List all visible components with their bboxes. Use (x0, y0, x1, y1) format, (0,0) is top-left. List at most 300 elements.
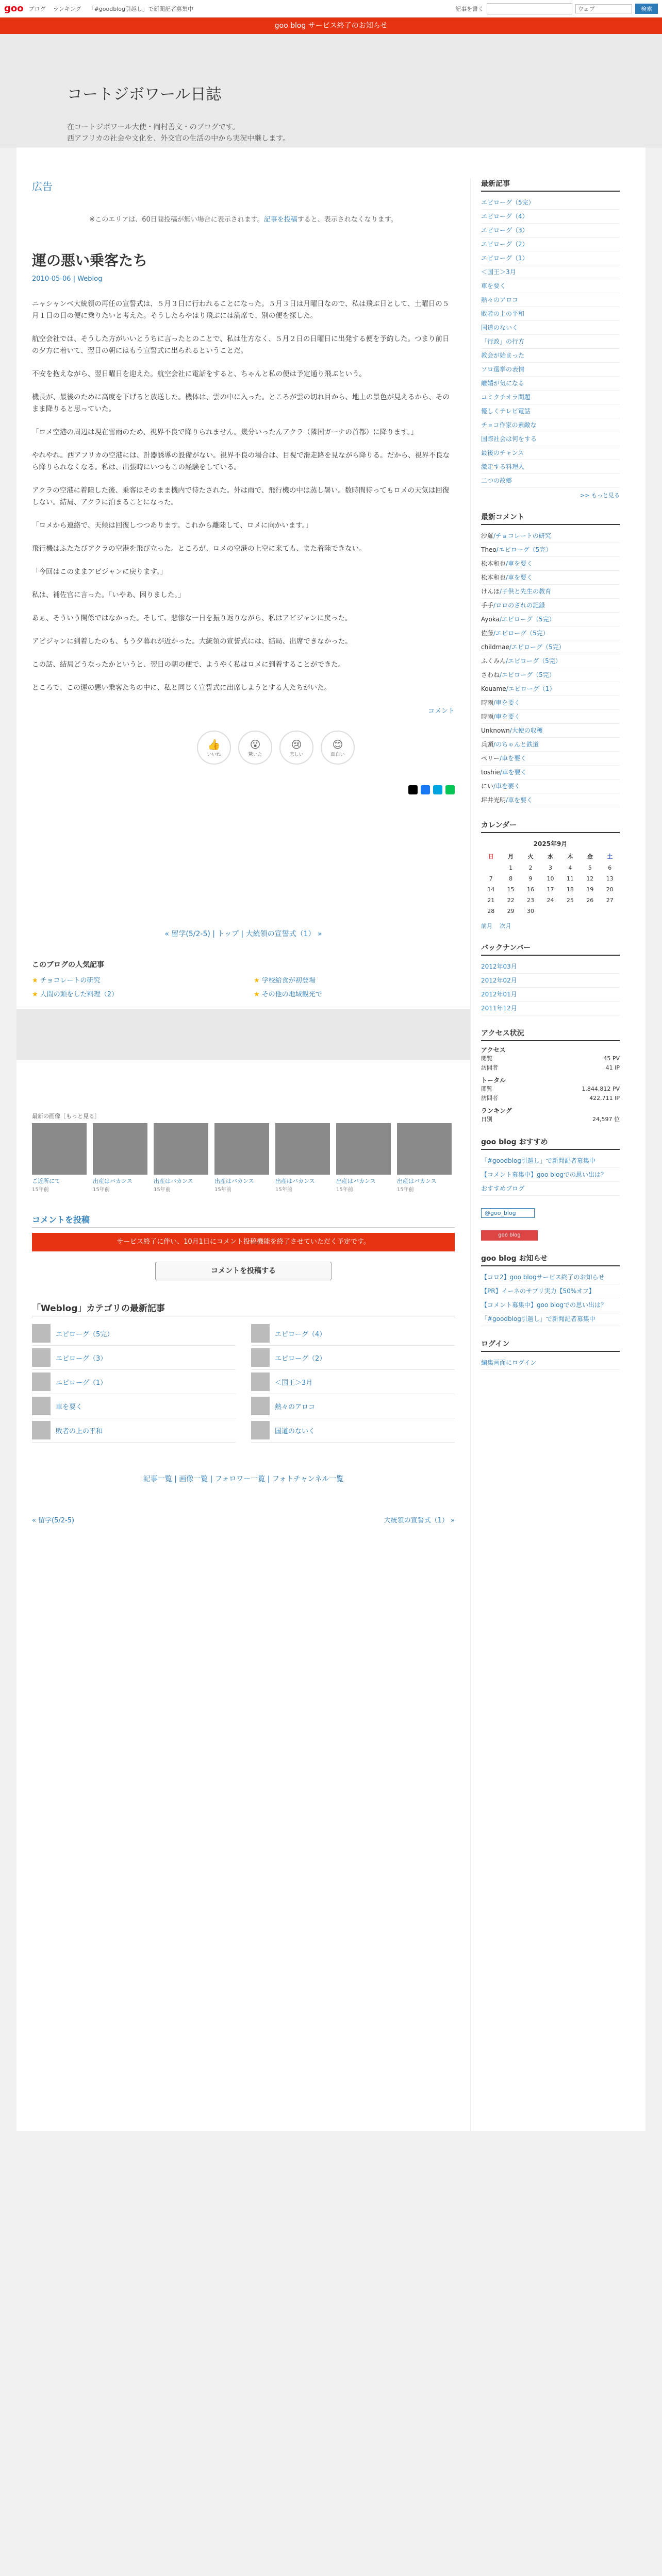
footer-next-link[interactable]: 大統領の宣誓式（1） » (384, 1517, 455, 1524)
recent-comment-item[interactable]: Unknown/大使の収穫 (481, 724, 620, 738)
category-thumb (32, 1348, 51, 1367)
category-item-link[interactable]: ＜国王＞3月 (275, 1379, 313, 1387)
post-pager[interactable]: « 留学(5/2-5) | トップ | 大統領の宣誓式（1） » (164, 930, 322, 938)
thumb-image (397, 1123, 452, 1175)
comment-author: Ayoka (481, 616, 500, 623)
main-column (16, 178, 470, 2131)
thumb-caption: 出産はバカンス (93, 1178, 133, 1184)
recent-post-item[interactable]: ＜国王＞3月 (481, 265, 620, 279)
post-paragraph: 「ロメ空港の周辺は現在雷雨のため、視界不良で降りられません。幾分いったんアクラ（隣国ガーナの首都）に降ります。」 (32, 428, 418, 436)
goo-blog-badge[interactable]: goo blog (481, 1230, 538, 1241)
post-paragraph: 「今回はこのままアビジャンに戻ります。」 (32, 568, 167, 576)
notice-pre: ※このエリアは、60日間投稿が無い場合に表示されます。 (89, 216, 264, 224)
cal-day-header: 火 (527, 853, 534, 860)
recent-comment-item[interactable]: けんほ/子供と先生の教育 (481, 585, 620, 599)
popular-item[interactable]: ★ チョコレートの研究 (32, 975, 233, 985)
reaction-label: 悲しい (289, 752, 304, 757)
category-latest-grid (32, 1321, 455, 1443)
ad-label: 広告 (32, 180, 53, 193)
cal-day: 9 (528, 875, 533, 882)
post-paragraph: 「ロメから連絡で、天候は回復しつつあります。これから離陸して、ロメに向かいます。」 (32, 521, 313, 530)
notice-item[interactable]: 「#goodblog引越し」で新聞記者募集中 (481, 1312, 620, 1326)
comment-author: 松本和也 (481, 560, 506, 567)
cal-day: 4 (568, 865, 572, 871)
thumb-item[interactable] (32, 1123, 87, 1193)
comment-post[interactable]: 大使の収穫 (511, 727, 543, 734)
calendar-title: カレンダー (481, 820, 620, 833)
category-item-link[interactable]: エピローグ（1） (56, 1379, 107, 1387)
comment-author: にい (481, 783, 494, 790)
popular-list (32, 975, 455, 998)
search-input[interactable] (487, 3, 572, 14)
cal-day-header: 木 (567, 853, 573, 860)
recent-images-title[interactable]: 最新の画像［もっと見る］ (32, 1113, 100, 1120)
recent-post-item[interactable]: エピローグ（3） (481, 224, 620, 238)
category-item[interactable] (251, 1370, 455, 1394)
comment-post[interactable]: エピローグ（5完） (501, 616, 555, 623)
cal-next-link[interactable]: 次月 (500, 923, 511, 929)
comment-author: 時雨 (481, 699, 494, 706)
post-paragraph: アビジャンに到着したのも、もう夕暮れが近かった。大統領の宣誓式には、結局、出席できなかった。 (32, 637, 352, 646)
comment-author: ペリー (481, 755, 500, 762)
category-item[interactable] (251, 1394, 455, 1418)
comment-section-title: コメントを投稿 (32, 1213, 455, 1228)
thumb-item[interactable] (275, 1123, 330, 1193)
thumb-age: 15年前 (32, 1187, 49, 1193)
x-follow-button[interactable]: @goo_blog (481, 1208, 535, 1218)
search-button[interactable]: 検索 (635, 4, 658, 14)
category-thumb (32, 1324, 51, 1343)
category-item[interactable] (32, 1370, 236, 1394)
cal-day (540, 906, 560, 917)
footer-pager (32, 1515, 455, 1524)
access-key: 日別 (481, 1116, 492, 1123)
thumb-image (275, 1123, 330, 1175)
reaction-funny-button[interactable] (321, 731, 355, 765)
thumb-age: 15年前 (336, 1187, 353, 1193)
comment-author: Kouame (481, 685, 506, 692)
comment-author: Unknown (481, 727, 510, 734)
sidebar (470, 178, 625, 2131)
access-value: 24,597 位 (592, 1116, 620, 1123)
comment-post[interactable]: 車を要く (508, 574, 533, 581)
backnumber-list (481, 960, 620, 1015)
access-row (481, 1115, 620, 1124)
recent-post-item[interactable]: 車を要く (481, 279, 620, 293)
category-item-link[interactable]: 国道のないく (275, 1427, 316, 1435)
calendar-nav (481, 922, 620, 930)
inactive-notice (32, 214, 455, 224)
post-title[interactable]: 運の悪い乗客たち (32, 252, 148, 269)
recommend-item[interactable]: おすすめブログ (481, 1182, 620, 1196)
popular-item[interactable]: ★ その他の地域観光で (254, 989, 455, 998)
thumb-item[interactable] (154, 1123, 208, 1193)
thumb-caption: 出産はバカンス (275, 1178, 315, 1184)
post-paragraph: 不安を抱えながら、翌日曜日を迎えた。航空会社に電話をすると、ちゃんと私の便は予定通り飛ぶという。 (32, 370, 366, 378)
category-item[interactable] (251, 1418, 455, 1443)
post-paragraph: ニャシャンベ大統領の再任の宣誓式は、５月３日に行われることになった。５月３日は月曜日なので、私は飛ぶ日として、土曜日の５月１日の日の便に乗りたいと考えた。そうしたらやはり飛ぶには満席で、別の便を探した。 (32, 300, 450, 320)
goo-notice-list (481, 1270, 620, 1326)
thumbs-row (32, 1123, 455, 1193)
category-item[interactable] (32, 1321, 236, 1346)
recent-more-link[interactable]: >> もっと見る (580, 492, 620, 499)
recent-post-item[interactable]: エピローグ（5完） (481, 196, 620, 210)
cal-day: 15 (507, 886, 515, 893)
comment-post[interactable]: エピローグ（5完） (508, 657, 561, 665)
search-scope-select[interactable]: ウェブ (575, 4, 632, 13)
popular-title: このブログの人気記事 (32, 961, 104, 969)
cal-day: 8 (509, 875, 513, 882)
recent-post-item[interactable]: 激走する料理人 (481, 460, 620, 474)
thumb-image (214, 1123, 269, 1175)
comment-author: 松本和也 (481, 574, 506, 581)
reaction-buttons (197, 731, 455, 765)
category-item-link[interactable]: エピローグ（2） (275, 1354, 326, 1363)
top-nav (29, 5, 198, 13)
recent-posts-list (481, 196, 620, 488)
cal-day: 29 (507, 908, 515, 914)
recent-comment-item[interactable]: ふくみん/エピローグ（5完） (481, 654, 620, 668)
category-item[interactable] (32, 1418, 236, 1443)
thumb-caption: 出産はバカンス (214, 1178, 254, 1184)
recent-post-item[interactable]: 敗者の上の平和 (481, 307, 620, 321)
cal-day: 25 (566, 897, 574, 904)
comment-link[interactable]: コメント (427, 707, 455, 715)
recent-post-item[interactable]: 「行政」の行方 (481, 335, 620, 349)
sad-icon: 😢 (291, 738, 302, 751)
access-heading-today: アクセス (481, 1046, 506, 1054)
comment-post[interactable]: ロロのされの記録 (495, 602, 545, 609)
comment-post[interactable]: 子供と先生の教育 (502, 588, 552, 595)
cal-day: 17 (547, 886, 554, 893)
nav-promo[interactable]: 「#goodblog引越し」で新聞記者募集中 (88, 5, 193, 12)
post-paragraph: 私は、補佐官に言った。「いやあ、困りました。」 (32, 591, 185, 599)
notice-post: すると、表示されなくなります。 (297, 216, 398, 224)
comment-author: 時雨 (481, 713, 494, 720)
popular-item[interactable]: ★ 学校給食が初登場 (254, 975, 455, 985)
thumb-age: 15年前 (93, 1187, 110, 1193)
access-value: 422,711 IP (589, 1095, 620, 1101)
comment-post[interactable]: チョコレートの研究 (495, 532, 551, 539)
recent-comment-item[interactable]: 時雨/車を要く (481, 710, 620, 724)
access-row (481, 1094, 620, 1103)
comment-post[interactable]: エピローグ（5完） (511, 643, 565, 651)
comment-post[interactable]: 車を要く (508, 560, 533, 567)
category-thumb (251, 1397, 270, 1415)
cal-prev-link[interactable]: 前月 (481, 923, 492, 929)
recent-post-item[interactable]: エピローグ（2） (481, 238, 620, 251)
recent-comments-title: 最新コメント (481, 512, 620, 525)
recent-post-item[interactable]: 二つの故郷 (481, 474, 620, 488)
recent-post-item[interactable]: エピローグ（4） (481, 210, 620, 224)
access-heading-total: トータル (481, 1077, 506, 1084)
recent-images (32, 1112, 455, 1193)
cal-day: 7 (489, 875, 493, 882)
recommend-item[interactable]: 【コメント募集中】goo blogでの思い出は？ (481, 1168, 620, 1182)
recent-post-item[interactable]: 離婚が気になる (481, 377, 620, 391)
recent-post-item[interactable]: 最後のチャンス (481, 446, 620, 460)
category-thumb (32, 1421, 51, 1439)
comment-author: Theo (481, 546, 496, 553)
category-thumb (32, 1372, 51, 1391)
thumb-image (93, 1123, 147, 1175)
top-bar (0, 0, 662, 18)
access-title: アクセス状況 (481, 1028, 620, 1041)
recent-comment-item[interactable]: にい/車を要く (481, 779, 620, 793)
recent-post-item[interactable]: 教会が始まった (481, 349, 620, 363)
category-item-link[interactable]: エピローグ（4） (275, 1330, 326, 1338)
content-wrap (16, 147, 646, 2131)
recent-comment-item[interactable]: さわね/エピローグ（5完） (481, 668, 620, 682)
post-paragraph: やれやれ。西アフリカの空港には、計器誘導の設備がない。視界不良の場合は、目視で滑走路を見ながら降りる。だから、視界不良なら降りられなくなる。私は、出張時にいつもこの経験をしている。 (32, 451, 450, 471)
reaction-sad-button[interactable] (279, 731, 313, 765)
cal-day: 23 (527, 897, 535, 904)
access-heading-ranking: ランキング (481, 1107, 512, 1114)
recent-comment-item[interactable]: Theo/エピローグ（5完） (481, 543, 620, 557)
thumb-caption: 出産はバカンス (336, 1178, 376, 1184)
comment-post[interactable]: 車を要く (495, 783, 521, 790)
cal-day: 6 (608, 865, 612, 871)
comment-post[interactable]: エピローグ（1） (508, 685, 556, 692)
cal-day (580, 906, 600, 917)
cal-day-header: 金 (587, 853, 593, 860)
thumb-age: 15年前 (154, 1187, 171, 1193)
category-item[interactable] (251, 1346, 455, 1370)
recent-post-item[interactable]: 国道のないく (481, 321, 620, 335)
cal-day: 21 (487, 897, 495, 904)
calendar (481, 837, 620, 917)
thumb-age: 15年前 (214, 1187, 231, 1193)
post-meta: 2010-05-06 | Weblog (32, 275, 103, 283)
surprised-icon: 😮 (250, 738, 261, 751)
recent-comment-item[interactable]: 坪井光明/車を要く (481, 793, 620, 807)
post-paragraph: アクラの空港に着陸した後、乗客はそのまま機内で待たされた。外は雨で、飛行機の中は蒸し暑い。数時間待ってもロメの天気は回復しない。結局、アクラに泊まることになった。 (32, 486, 450, 506)
thumb-item[interactable] (214, 1123, 269, 1193)
access-value: 45 PV (603, 1055, 620, 1062)
thumb-age: 15年前 (275, 1187, 292, 1193)
recent-comments-list (481, 529, 620, 807)
comment-author: toshie (481, 769, 500, 776)
service-notice-banner[interactable]: サービス終了に伴い、10月1日にコメント投稿機能を終了させていただく予定です。 (32, 1233, 455, 1251)
thumb-caption: 出産はバカンス (397, 1178, 437, 1184)
goo-recommend-list (481, 1154, 620, 1196)
comment-author: ふくみん (481, 657, 506, 665)
recent-post-item[interactable]: 国際社会は何をする (481, 432, 620, 446)
nav-ranking[interactable]: ランキング (53, 5, 81, 12)
comment-post[interactable]: エピローグ（5完） (495, 630, 549, 637)
recent-post-item[interactable]: ソロ選挙の表情 (481, 363, 620, 377)
reaction-surprised-button[interactable] (238, 731, 272, 765)
comment-post[interactable]: 車を要く (495, 699, 521, 706)
blog-title[interactable]: コートジボワール日誌 (67, 86, 222, 104)
recent-post-item[interactable]: エピローグ（1） (481, 251, 620, 265)
cal-day-header: 日 (488, 853, 494, 860)
recent-comment-item[interactable]: Kouame/エピローグ（1） (481, 682, 620, 696)
cal-day (600, 906, 620, 917)
category-thumb (251, 1348, 270, 1367)
recent-post-item[interactable]: 優しくテレビ電話 (481, 404, 620, 418)
notice-item[interactable]: 【コメント募集中】goo blogでの思い出は？ (481, 1298, 620, 1312)
recent-post-item[interactable]: チョコ作家の素敵な (481, 418, 620, 432)
recent-comment-item[interactable]: toshie/車を要く (481, 766, 620, 779)
backnumber-item[interactable]: 2011年12月 (481, 1002, 620, 1015)
recent-posts-title: 最新記事 (481, 178, 620, 192)
notice-item[interactable]: 【コロ2】goo blogサービス終了のお知らせ (481, 1270, 620, 1284)
cal-day: 28 (487, 908, 495, 914)
login-link[interactable]: 編集画面にログイン (481, 1356, 620, 1370)
recent-comment-item[interactable]: 松本和也/車を要く (481, 571, 620, 585)
post-comment-button[interactable]: コメントを投稿する (155, 1262, 332, 1280)
calendar-month: 2025年9月 (533, 840, 568, 848)
login-list (481, 1356, 620, 1370)
cal-day: 3 (548, 865, 552, 871)
cal-day: 13 (606, 875, 614, 882)
thumb-item[interactable] (93, 1123, 147, 1193)
thumb-caption: ご近所にて (32, 1178, 60, 1184)
goo-logo[interactable]: goo (4, 3, 24, 14)
blog-header (0, 34, 662, 147)
cal-day: 14 (487, 886, 495, 893)
access-row (481, 1084, 620, 1094)
cal-day: 1 (509, 865, 513, 871)
post-category-link[interactable]: Weblog (77, 275, 103, 283)
thumb-caption: 出産はバカンス (154, 1178, 193, 1184)
access-key: 訪問者 (481, 1095, 498, 1101)
backnumber-item[interactable]: 2012年03月 (481, 960, 620, 974)
notice-post-link[interactable]: 記事を投稿 (263, 216, 297, 224)
cal-day-header: 土 (607, 853, 613, 860)
reaction-label: 驚いた (248, 752, 262, 757)
login-title: ログイン (481, 1338, 620, 1352)
footer-prev-link[interactable]: « 留学(5/2-5) (32, 1517, 75, 1524)
comment-post[interactable]: エピローグ（5完） (502, 671, 555, 679)
cal-day: 20 (606, 886, 614, 893)
post-date: 2010-05-06 (32, 275, 71, 283)
cal-day: 10 (547, 875, 554, 882)
facebook-share-icon[interactable] (421, 785, 430, 794)
category-item[interactable] (32, 1394, 236, 1418)
blog-desc-1: 在コートジボワール大使・岡村善文・のブログです。 (67, 123, 240, 131)
recent-post-item[interactable]: 熱々のアロコ (481, 293, 620, 307)
comment-post[interactable]: エピローグ（5完） (498, 546, 552, 553)
comment-author: childmae (481, 643, 509, 651)
comment-author: さわね (481, 671, 500, 679)
popular-item[interactable]: ★ 人間の頭をした料理（2） (32, 989, 233, 998)
write-article-link[interactable]: 記事を書く (455, 5, 484, 12)
share-buttons (32, 785, 455, 794)
cal-day: 16 (527, 886, 535, 893)
cal-day: 12 (586, 875, 594, 882)
category-item-link[interactable]: エピローグ（5完） (56, 1330, 114, 1338)
backnumber-title: バックナンバー (481, 942, 620, 956)
recommend-item[interactable]: 「#goodblog引越し」で新聞記者募集中 (481, 1154, 620, 1168)
top-right (455, 3, 658, 14)
ad-band (16, 1009, 470, 1060)
recent-comment-item[interactable]: 佐藤/エピローグ（5完） (481, 626, 620, 640)
recent-comment-item[interactable]: 松本和也/車を要く (481, 557, 620, 571)
post-paragraph: 飛行機はふたたびアクラの空港を飛び立った。ところが、ロメの空港の上空に来ても、また着陸できない。 (32, 545, 366, 553)
recent-comment-item[interactable]: Ayoka/エピローグ（5完） (481, 613, 620, 626)
comment-author: 沙羅 (481, 532, 494, 539)
notice-item[interactable]: 【PR】イーネのサプリ実力【50%オフ】 (481, 1284, 620, 1298)
category-latest-title: 「Weblog」カテゴリの最新記事 (32, 1301, 455, 1316)
access-value: 41 IP (605, 1064, 620, 1071)
cal-day: 5 (588, 865, 592, 871)
category-thumb (251, 1421, 270, 1439)
cal-day-header: 月 (508, 853, 514, 860)
service-end-banner[interactable]: goo blog サービス終了のお知らせ (0, 18, 662, 34)
thumb-item[interactable] (397, 1123, 452, 1193)
like-icon: 👍 (207, 738, 221, 751)
category-item-link[interactable]: 熱々のアロコ (275, 1403, 316, 1411)
access-key: 閲覧 (481, 1055, 492, 1062)
comment-author: 坪井光明 (481, 796, 506, 804)
access-row (481, 1063, 620, 1073)
thumb-item[interactable] (336, 1123, 391, 1193)
post-body (32, 298, 455, 694)
hatena-share-icon[interactable] (433, 785, 442, 794)
recent-comment-item[interactable]: 手手/ロロのされの記録 (481, 599, 620, 613)
cal-day: 30 (527, 908, 535, 914)
recent-comment-item[interactable]: 沙羅/チョコレートの研究 (481, 529, 620, 543)
cal-day: 22 (507, 897, 515, 904)
thumb-image (154, 1123, 208, 1175)
category-item-link[interactable]: 敗者の上の平和 (56, 1427, 103, 1435)
smile-icon: 😊 (332, 738, 343, 751)
post-paragraph: 航空会社では、そうした方がいいとうちに言ったとのことで、私は仕方なく、５月２日の日曜日に出発する便を予約した。つまり前日の夕方に着いて、翌日の朝にはもう宣誓式に出られるということだ。 (32, 335, 450, 355)
cal-day: 26 (586, 897, 594, 904)
access-key: 訪問者 (481, 1064, 498, 1071)
nav-blog[interactable]: ブログ (28, 5, 46, 12)
reaction-like-button[interactable] (197, 731, 231, 765)
category-item[interactable] (251, 1321, 455, 1346)
recent-comment-item[interactable]: childmae/エピローグ（5完） (481, 640, 620, 654)
comment-post[interactable]: 車を要く (508, 796, 533, 804)
category-thumb (251, 1324, 270, 1343)
recent-comment-item[interactable]: ペリー/車を要く (481, 752, 620, 766)
recent-comment-item[interactable]: 時雨/車を要く (481, 696, 620, 710)
category-item[interactable] (32, 1346, 236, 1370)
goo-notice-title: goo blog お知らせ (481, 1253, 620, 1266)
comment-post[interactable]: 車を要く (495, 713, 521, 720)
cal-day (560, 906, 580, 917)
access-key: 閲覧 (481, 1086, 492, 1092)
thumb-image (336, 1123, 391, 1175)
post-paragraph: ところで、この運の悪い乗客たちの中に、私と同じく宣誓式に出席しようとする人たちがいた。 (32, 684, 332, 692)
comment-author: 手手 (481, 602, 494, 609)
footer-nav[interactable]: 記事一覧 | 画像一覧 | フォロワー一覧 | フォトチャンネル一覧 (143, 1475, 344, 1483)
recent-comment-item[interactable]: 兵頭/のちゃんと鉄道 (481, 738, 620, 752)
access-row (481, 1054, 620, 1063)
category-item-link[interactable]: 車を要く (56, 1403, 83, 1411)
access-value: 1,844,812 PV (582, 1086, 620, 1092)
cal-day: 2 (528, 865, 533, 871)
cal-day (481, 862, 501, 873)
comment-post[interactable]: のちゃんと鉄道 (495, 741, 539, 748)
reaction-label: 面白い (330, 752, 345, 757)
backnumber-item[interactable]: 2012年01月 (481, 988, 620, 1002)
line-share-icon[interactable] (445, 785, 455, 794)
comment-post[interactable]: 車を要く (502, 769, 527, 776)
backnumber-item[interactable]: 2012年02月 (481, 974, 620, 988)
post-paragraph: あぁ、そういう関係ではなかった。そして、悲惨な一日を振り返りながら、私はアビジャンに戻った。 (32, 614, 352, 622)
thumb-image (32, 1123, 87, 1175)
cal-day: 19 (586, 886, 594, 893)
recent-post-item[interactable]: コミクチオラ問題 (481, 391, 620, 404)
comment-post[interactable]: 車を要く (502, 755, 527, 762)
category-item-link[interactable]: エピローグ（3） (56, 1354, 107, 1363)
x-share-icon[interactable] (408, 785, 418, 794)
